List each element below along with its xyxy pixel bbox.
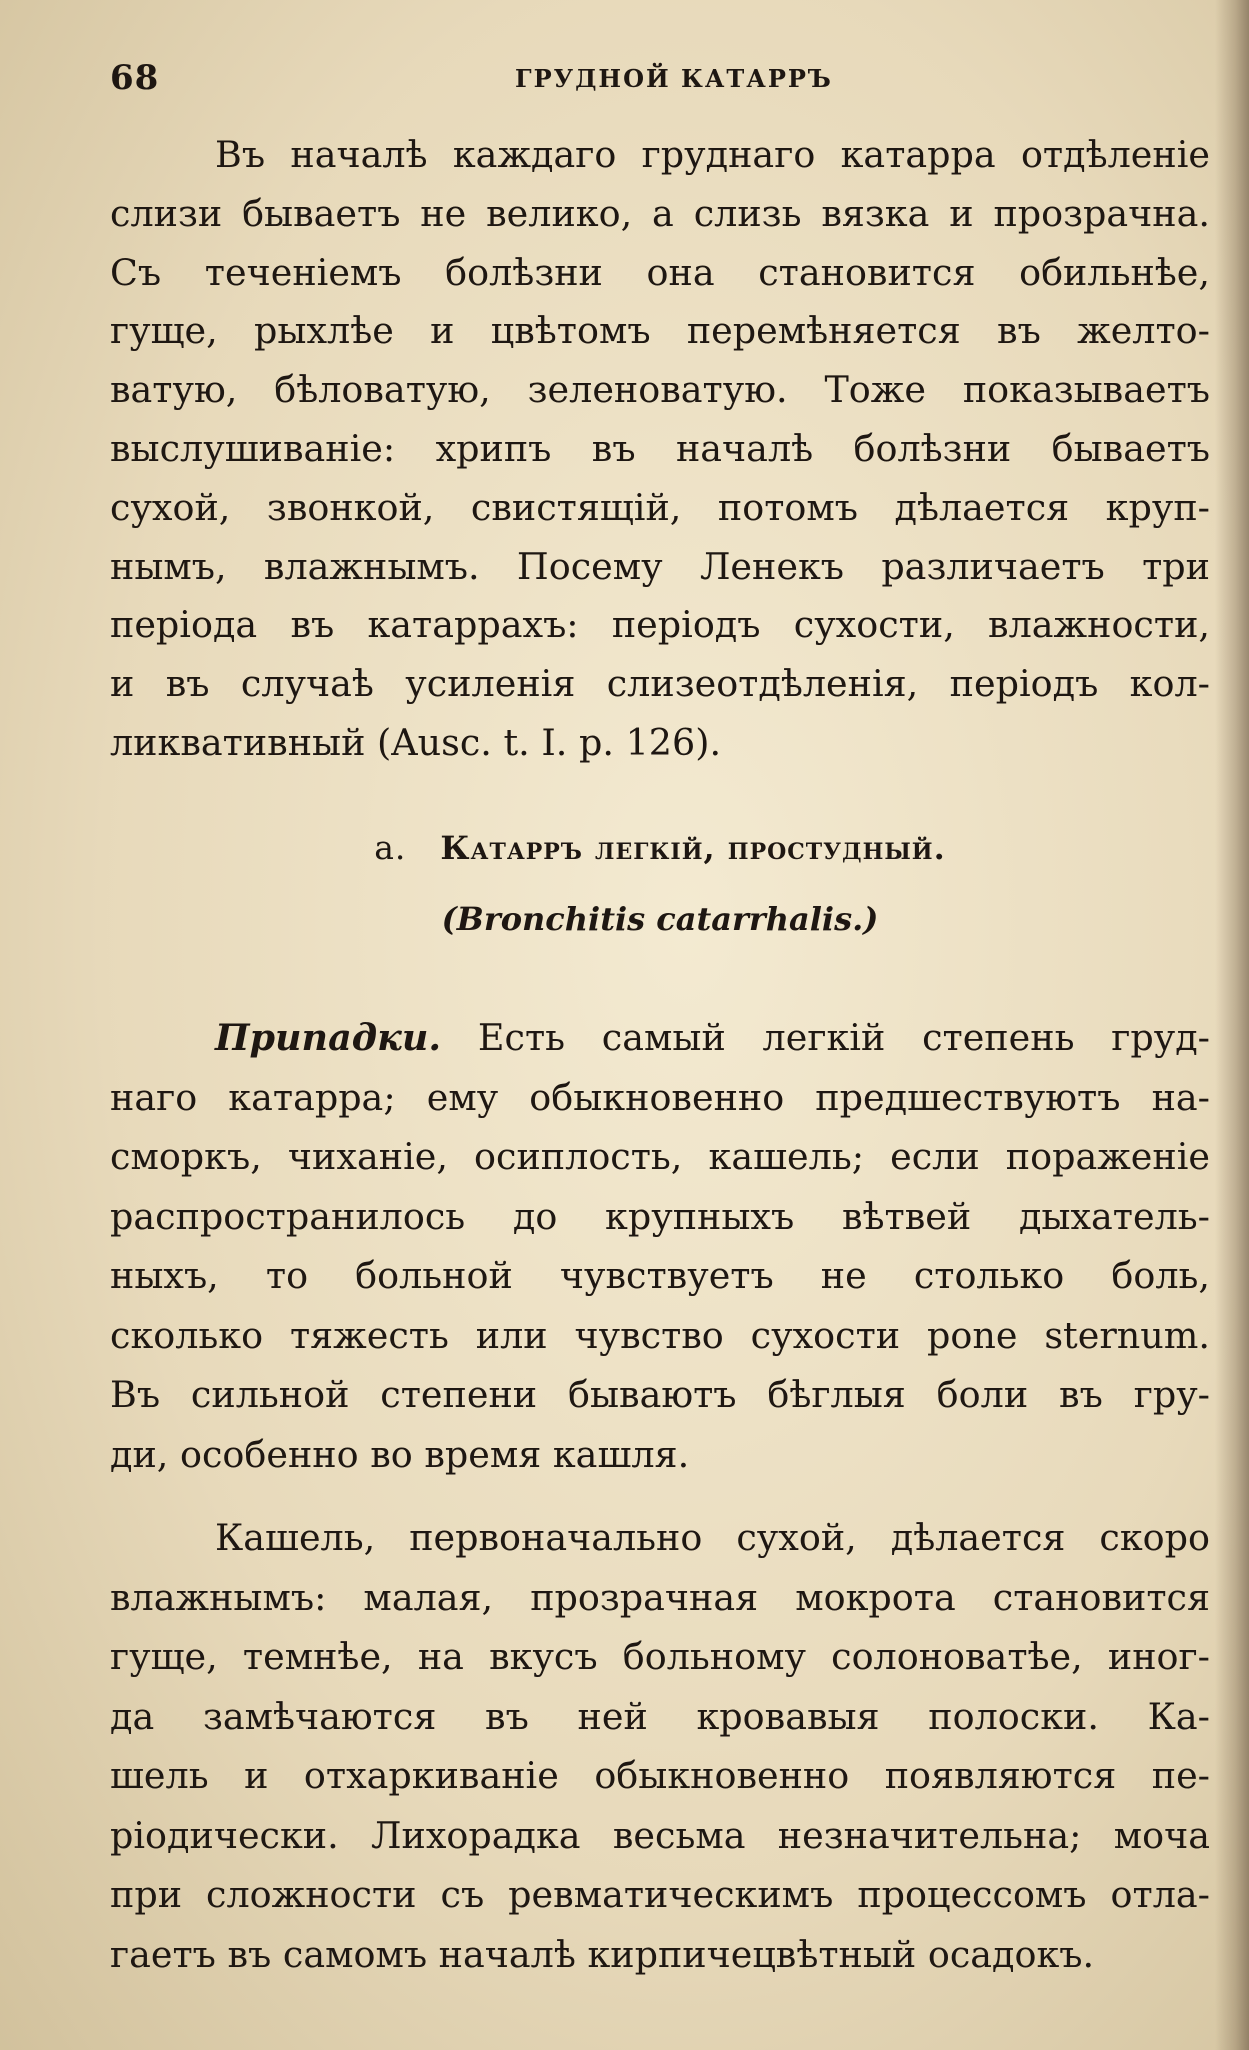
page-edge-shadow <box>1215 0 1249 2050</box>
text-line: сухой, звонкой, свистящій, потомъ дѣлается круп- <box>110 485 1210 529</box>
text-line: гуще, темнѣе, на вкусъ больному солоноватѣе, иног- <box>110 1635 1210 1678</box>
text-line: влажнымъ: малая, прозрачная мокрота становится <box>110 1575 1210 1619</box>
text-line: Кашель, первоначально сухой, дѣлается скоро <box>215 1516 1210 1559</box>
section-letter: а. <box>374 828 407 867</box>
text-line: слизи бываетъ не велико, а слизь вязка и прозрачна. <box>110 191 1210 235</box>
running-head: ГРУДНОЙ КАТАРРЪ <box>515 64 833 93</box>
text-line: распространилось до крупныхъ вѣтвей дыхатель- <box>110 1194 1210 1238</box>
page-number: 68 <box>110 58 160 98</box>
text-line: ватую, бѣловатую, зеленоватую. Тоже показываетъ <box>110 368 1210 412</box>
text-line: Припадки. Есть самый легкій степень груд- <box>215 1016 1210 1059</box>
text-line: періода въ катаррахъ: періодъ сухости, влажности, <box>110 603 1210 647</box>
section-latin-subtitle: (Bronchitis catarrhalis.) <box>441 900 879 938</box>
text-line: да замѣчаются въ ней кровавыя полоски. Ка- <box>110 1694 1210 1738</box>
text-line: ріодически. Лихорадка весьма незначительна; моча <box>110 1813 1210 1857</box>
text-line: сморкъ, чиханіе, осиплость, кашель; если пораженіе <box>110 1135 1210 1178</box>
text-line: гаетъ въ самомъ началѣ кирпичецвѣтный осадокъ. <box>110 1932 1095 1976</box>
text-line: шель и отхаркиваніе обыкновенно появляются пе- <box>110 1754 1210 1797</box>
text-line: и въ случаѣ усиленія слизеотдѣленія, періодъ кол- <box>110 662 1210 706</box>
text-line: гуще, рыхлѣе и цвѣтомъ перемѣняется въ желто- <box>110 309 1210 353</box>
page-header <box>110 58 1210 108</box>
text-line: Въ сильной степени бываютъ бѣглыя боли въ гру- <box>110 1373 1210 1416</box>
text-line: сколько тяжесть или чувство сухости pone sternum. <box>110 1313 1210 1357</box>
text-line: нымъ, влажнымъ. Посему Ленекъ различаетъ три <box>110 544 1210 588</box>
section-title: Катарръ легкій, простудный. <box>440 829 946 867</box>
text-line: Съ теченіемъ болѣзни она становится обильнѣе, <box>110 250 1210 294</box>
section-heading <box>110 828 1210 867</box>
text-line: Въ началѣ каждаго груднаго катарра отдѣленіе <box>215 133 1210 176</box>
text-line: ликвативный (Ausc. t. I. p. 126). <box>110 720 722 764</box>
paragraph-3 <box>110 1508 1210 1984</box>
paragraph-1 <box>110 126 1210 773</box>
text-line: при сложности съ ревматическимъ процессомъ отла- <box>110 1873 1210 1916</box>
text-line: ди, особенно во время кашля. <box>110 1432 690 1476</box>
text-line: выслушиваніе: хрипъ въ началѣ болѣзни бываетъ <box>110 426 1210 470</box>
paragraph-lead: Припадки. <box>215 1016 442 1059</box>
text-line: ныхъ, то больной чувствуетъ не столько боль, <box>110 1254 1210 1297</box>
text-line: наго катарра; ему обыкновенно предшествуютъ на- <box>110 1075 1210 1119</box>
paragraph-2 <box>110 1008 1210 1484</box>
